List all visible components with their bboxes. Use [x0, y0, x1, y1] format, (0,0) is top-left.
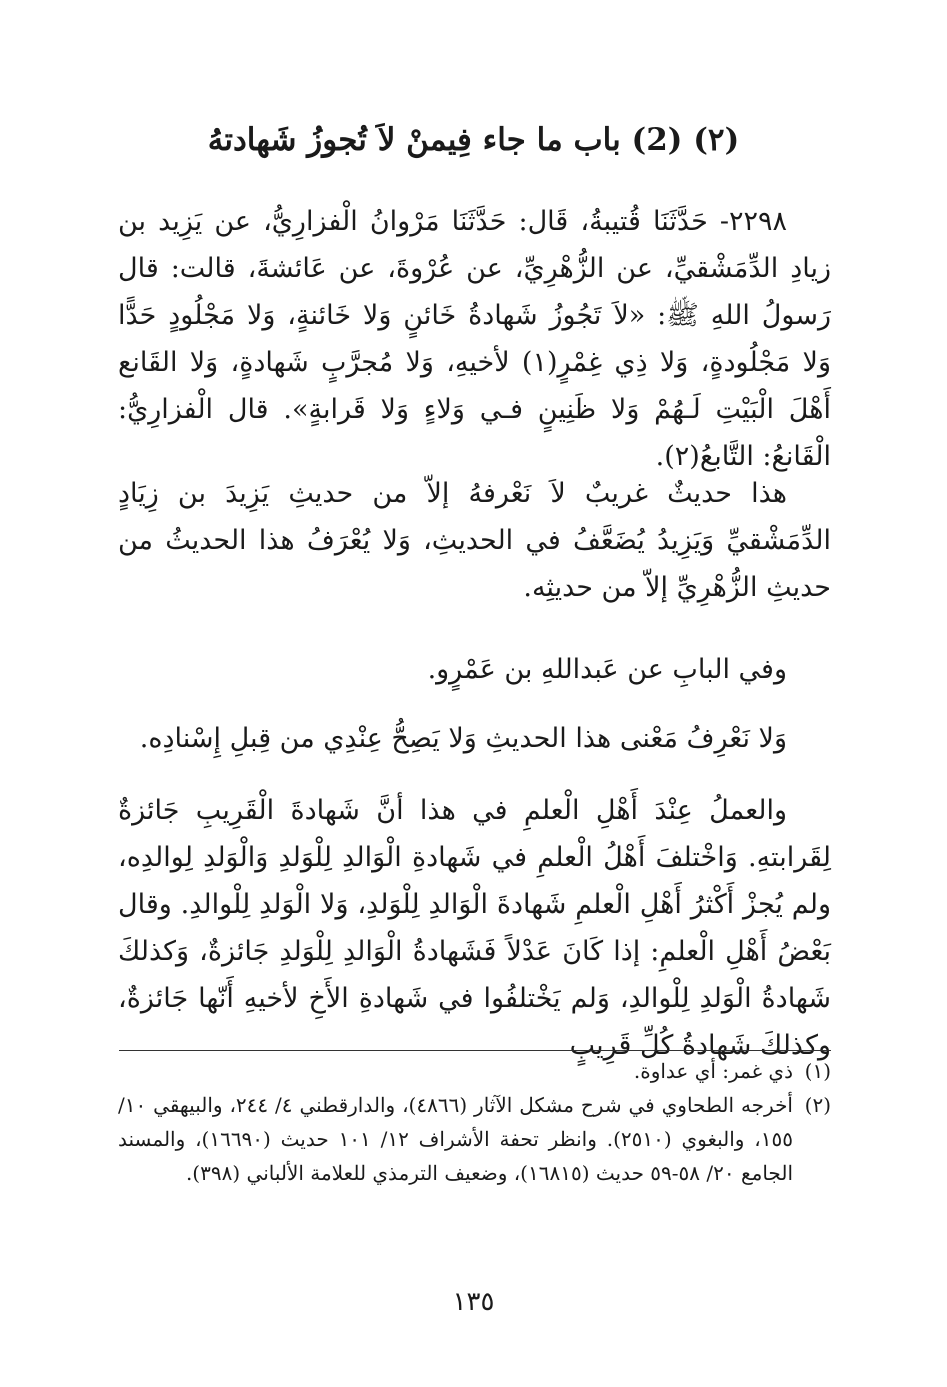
footnote-number: (٢) — [804, 1093, 831, 1117]
scholars-practice-paragraph — [118, 787, 831, 1069]
footnote-text: أخرجه الطحاوي في شرح مشكل الآثار (٤٨٦٦)، والدارقطني ٤/ ٢٤٤، والبيهقي ١٠/ ١٥٥، والبغوي (٢٥١٠). وانظر تحفة الأشراف ١٢/ ١٠١ حديث (١٦٦٩٠)، والمسند الجامع ٢٠/ ٥٨-٥٩ حديث (١٦٨١٥)، وضعيف الترمذي للعلامة الألباني (٣٩٨). — [118, 1093, 793, 1185]
footnote-divider — [119, 1050, 831, 1051]
commentary-text: هذا حديثٌ غريبٌ لاَ نَعْرفهُ إلاّ من حديثِ يَزِيدَ بن زِيَادٍ الدِّمَشْقيِّ وَيَزِيدُ يُضَعَّفُ في الحديثِ، وَلا يُعْرَفُ هذا الحديثُ من حديثِ الزُّهْرِيِّ إلاّ من حديثِه. — [118, 478, 831, 603]
hadith-paragraph — [118, 198, 831, 480]
footnote-number: (١) — [804, 1059, 831, 1083]
hadith-text: ٢٢٩٨- حَدَّثَنَا قُتيبةُ، قَال: حَدَّثَنَا مَرْوانُ الْفزارِيُّ، عن يَزِيد بن زيادِ الدِّمَشْقيِّ، عن الزُّهْرِيِّ، عن عُرْوةَ، عن عَائشةَ، قالت: قال رَسولُ اللهِ ﷺ: «لاَ تَجُوزُ شَهادةُ خَائنٍ وَلا خَائنةٍ، وَلا مَجْلُودٍ حَدًّا وَلا مَجْلُودةٍ، وَلا ذِي غِمْرٍ(١) لأخيهِ، وَلا مُجرَّبٍ شَهادةٍ، وَلا القَانع أَهْلَ الْبَيْتِ لَـهُمْ وَلا ظَنِينٍ فـي وَلاءٍ وَلا قَرابةٍ». قال الْفزارِيُّ: الْقَانعُ: التَّابعُ(٢). — [118, 206, 831, 472]
scholars-practice-text: والعملُ عِنْدَ أَهْلِ الْعلمِ في هذا أنَّ شَهادةَ الْقَرِيبِ جَائزةٌ لِقَرابتهِ. وَاخْتلفَ أَهْلُ الْعلمِ في شَهادةِ الْوَالدِ لِلْوَلدِ وَالْوَلدِ لِوالدِه، ولم يُجزْ أَكْثرُ أَهْلِ الْعلمِ شَهادةَ الْوَالدِ لِلْوَلدِ، وَلا الْوَلدِ لِلْوالدِ. وقال بَعْضُ أَهْلِ الْعلمِ: إذا كَانَ عَدْلاً فَشَهادةُ الْوَالدِ لِلْوَلدِ جَائزةٌ، وَكذلكَ شَهادةُ الْوَلدِ لِلْوالدِ، وَلم يَخْتلفُوا في شَهادةِ الأَخِ لأخيهِ أَنّها جَائزةٌ، وكذلكَ شَهادةُ كُلِّ قَرِيبٍ — [118, 795, 831, 1061]
chapter-title: (٢) (2) باب ما جاء فِيمنْ لاَ تُجوزُ شَهادتهُ — [207, 122, 740, 158]
footnote-item — [118, 1088, 831, 1190]
no-knowledge-paragraph — [118, 715, 831, 762]
fil-bab-text: وفي البابِ عن عَبداللهِ بن عَمْرٍو. — [427, 654, 787, 685]
no-knowledge-text: وَلا نَعْرِفُ مَعْنى هذا الحديثِ وَلا يَصِحُّ عِنْدِي من قِبلِ إِسْنادِه. — [139, 723, 787, 754]
fil-bab-paragraph — [118, 646, 831, 693]
footnotes — [118, 1054, 831, 1190]
footnote-item — [118, 1054, 831, 1088]
page-number: ١٣٥ — [452, 1287, 495, 1317]
commentary-paragraph — [118, 470, 831, 611]
footnote-text: ذي غمر: أي عداوة. — [633, 1059, 793, 1083]
